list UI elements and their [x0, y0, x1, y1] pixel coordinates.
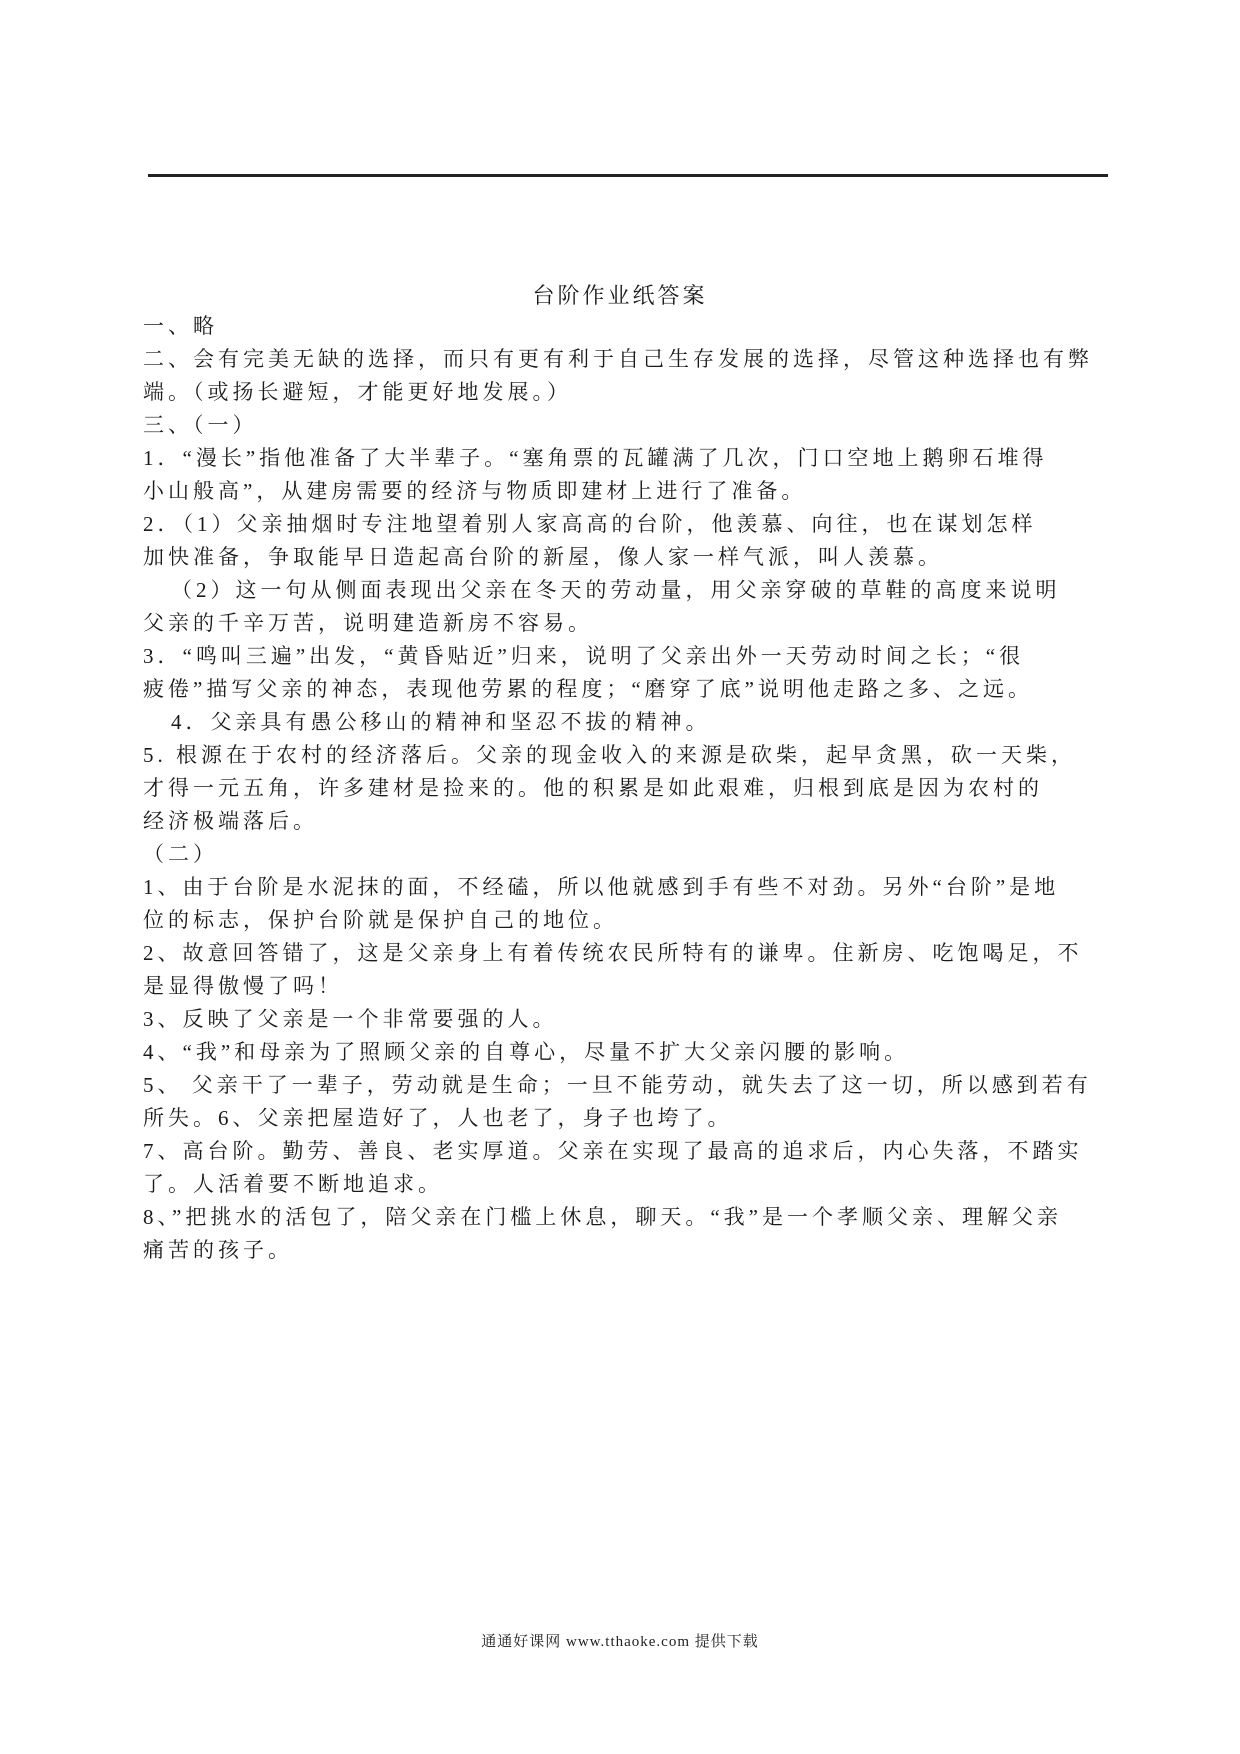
text-line: 8、”把挑水的活包了，陪父亲在门槛上休息，聊天。“我”是一个孝顺父亲、理解父亲 [143, 1205, 1062, 1229]
text-line: 所失。6、父亲把屋造好了，人也老了，身子也垮了。 [143, 1106, 733, 1130]
text-line: 4．父亲具有愚公移山的精神和坚忍不拔的精神。 [171, 710, 711, 734]
text-line: 疲倦”描写父亲的神态，表现他劳累的程度；“磨穿了底”说明他走路之多、之远。 [143, 677, 1033, 701]
text-line: 才得一元五角，许多建材是捡来的。他的积累是如此艰难，归根到底是因为农村的 [143, 776, 1043, 800]
header-rule [148, 174, 1108, 177]
text-line: 小山般高”，从建房需要的经济与物质即建材上进行了准备。 [143, 479, 807, 503]
text-line: 1、由于台阶是水泥抹的面，不经磕，所以他就感到手有些不对劲。另外“台阶”是地 [143, 875, 1060, 899]
text-line: 3．“鸣叫三遍”出发，“黄昏贴近”归来，说明了父亲出外一天劳动时间之长；“很 [143, 644, 1025, 668]
text-line: 1．“漫长”指他准备了大半辈子。“塞角票的瓦罐满了几次，门口空地上鹅卵石堆得 [143, 446, 1048, 470]
text-line: 4、“我”和母亲为了照顾父亲的自尊心，尽量不扩大父亲闪腰的影响。 [143, 1040, 910, 1064]
text-line: 3、反映了父亲是一个非常要强的人。 [143, 1007, 558, 1031]
text-line: 父亲的千辛万苦，说明建造新房不容易。 [143, 611, 593, 635]
text-line: （二） [143, 842, 218, 866]
text-line: 二、会有完美无缺的选择，而只有更有利于自己生存发展的选择，尽管这种选择也有弊 [143, 347, 1093, 371]
text-line: 一、略 [143, 314, 218, 338]
text-line: 了。人活着要不断地追求。 [143, 1172, 443, 1196]
text-line: （2）这一句从侧面表现出父亲在冬天的劳动量，用父亲穿破的草鞋的高度来说明 [171, 578, 1061, 602]
answer-body [143, 310, 1133, 1267]
text-line: 2、故意回答错了，这是父亲身上有着传统农民所特有的谦卑。住新房、吃饱喝足，不 [143, 941, 1083, 965]
text-line: 经济极端落后。 [143, 809, 318, 833]
page-title: 台阶作业纸答案 [532, 283, 708, 308]
text-line: 端。（或扬长避短，才能更好地发展。） [143, 380, 572, 404]
footer-credit: 通通好课网 www.tthaoke.com 提供下载 [481, 1634, 759, 1650]
text-line: 7、高台阶。勤劳、善良、老实厚道。父亲在实现了最高的追求后，内心失落，不踏实 [143, 1139, 1083, 1163]
text-line: 2．（1）父亲抽烟时专注地望着别人家高高的台阶，他羡慕、向往，也在谋划怎样 [143, 512, 1037, 536]
text-line: 是显得傲慢了吗！ [143, 974, 343, 998]
text-line: 5. 根源在于农村的经济落后。父亲的现金收入的来源是砍柴，起早贪黑，砍一天柴， [143, 743, 1076, 767]
text-line: 痛苦的孩子。 [143, 1238, 293, 1262]
text-line: 三、（一） [143, 413, 258, 437]
text-line: 位的标志，保护台阶就是保护自己的地位。 [143, 908, 618, 932]
text-line: 加快准备，争取能早日造起高台阶的新屋，像人家一样气派，叫人羡慕。 [143, 545, 943, 569]
text-line: 5、 父亲干了一辈子，劳动就是生命；一旦不能劳动，就失去了这一切，所以感到若有 [143, 1073, 1092, 1097]
